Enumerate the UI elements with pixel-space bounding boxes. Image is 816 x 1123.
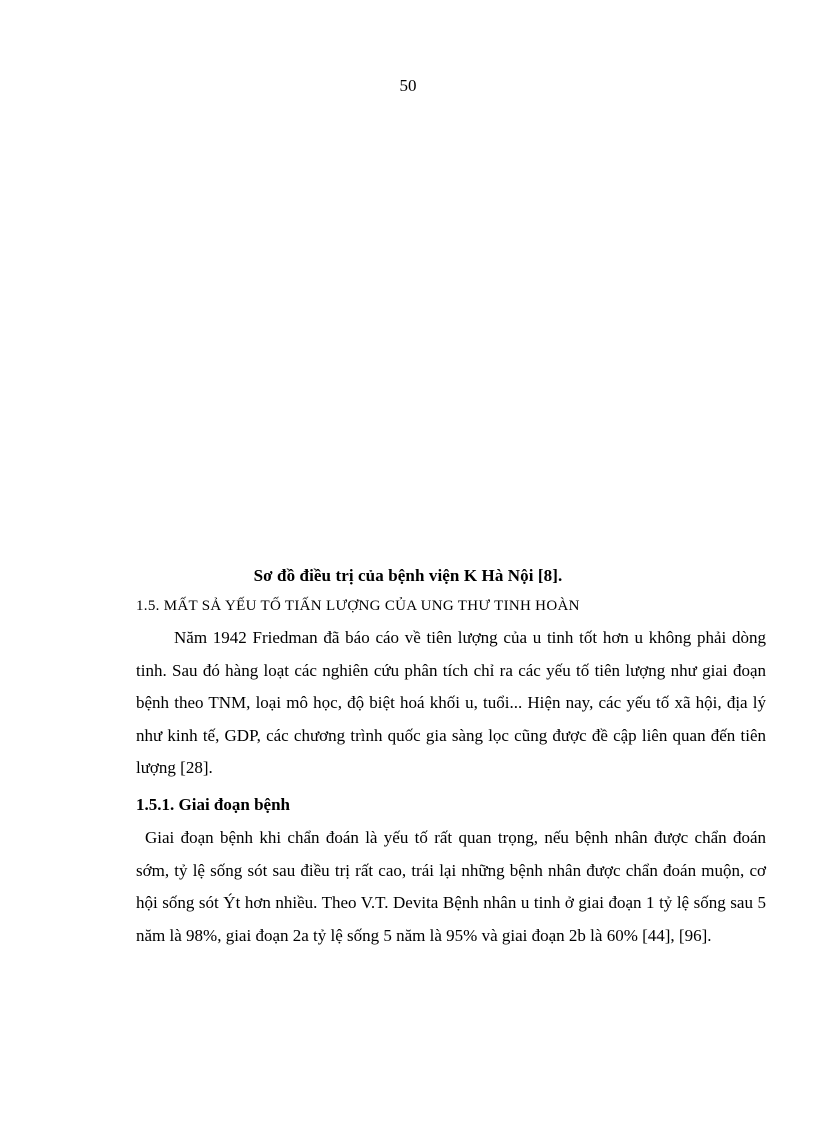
subsection-paragraph: Giai đoạn bệnh khi chẩn đoán là yếu tố rất quan trọng, nếu bệnh nhân được chẩn đoán sớm, tỷ lệ sống sót sau điều trị rất cao, trái lại những bệnh nhân được chẩn đoán muộn, cơ hội sống sót Ýt hơn nhiều. Theo V.T. Devita Bệnh nhân u tinh ở giai đoạn 1 tỷ lệ sống sau 5 năm là 98%, giai đoạn 2a tỷ lệ sống 5 năm là 95% và giai đoạn 2b là 60% [44], [96]. — [136, 828, 766, 945]
subsection-heading: 1.5.1. Giai đoạn bệnh — [136, 795, 290, 814]
diagram-caption: Sơ đồ điều trị của bệnh viện K Hà Nội [8]. — [253, 566, 563, 585]
diagram-area — [136, 110, 766, 555]
section-paragraph: Năm 1942 Friedman đã báo cáo về tiên lượng của u tinh tốt hơn u không phải dòng tinh. Sau đó hàng loạt các nghiên cứu phân tích chỉ ra các yếu tố tiên lượng như giai đoạn bệnh theo TNM, loại mô học, độ biệt hoá khối u, tuổi... Hiện nay, các yếu tố xã hội, địa lý như kinh tế, GDP, các chương trình quốc gia sàng lọc cũng được đề cập liên quan đến tiên lượng [28]. — [136, 628, 766, 777]
section-heading: 1.5. MẤT SẢ YẾU TỐ TIẤN LƯỢNG CỦA UNG THƯ TINH HOÀN — [136, 598, 580, 614]
page-number: 50 — [399, 76, 417, 95]
